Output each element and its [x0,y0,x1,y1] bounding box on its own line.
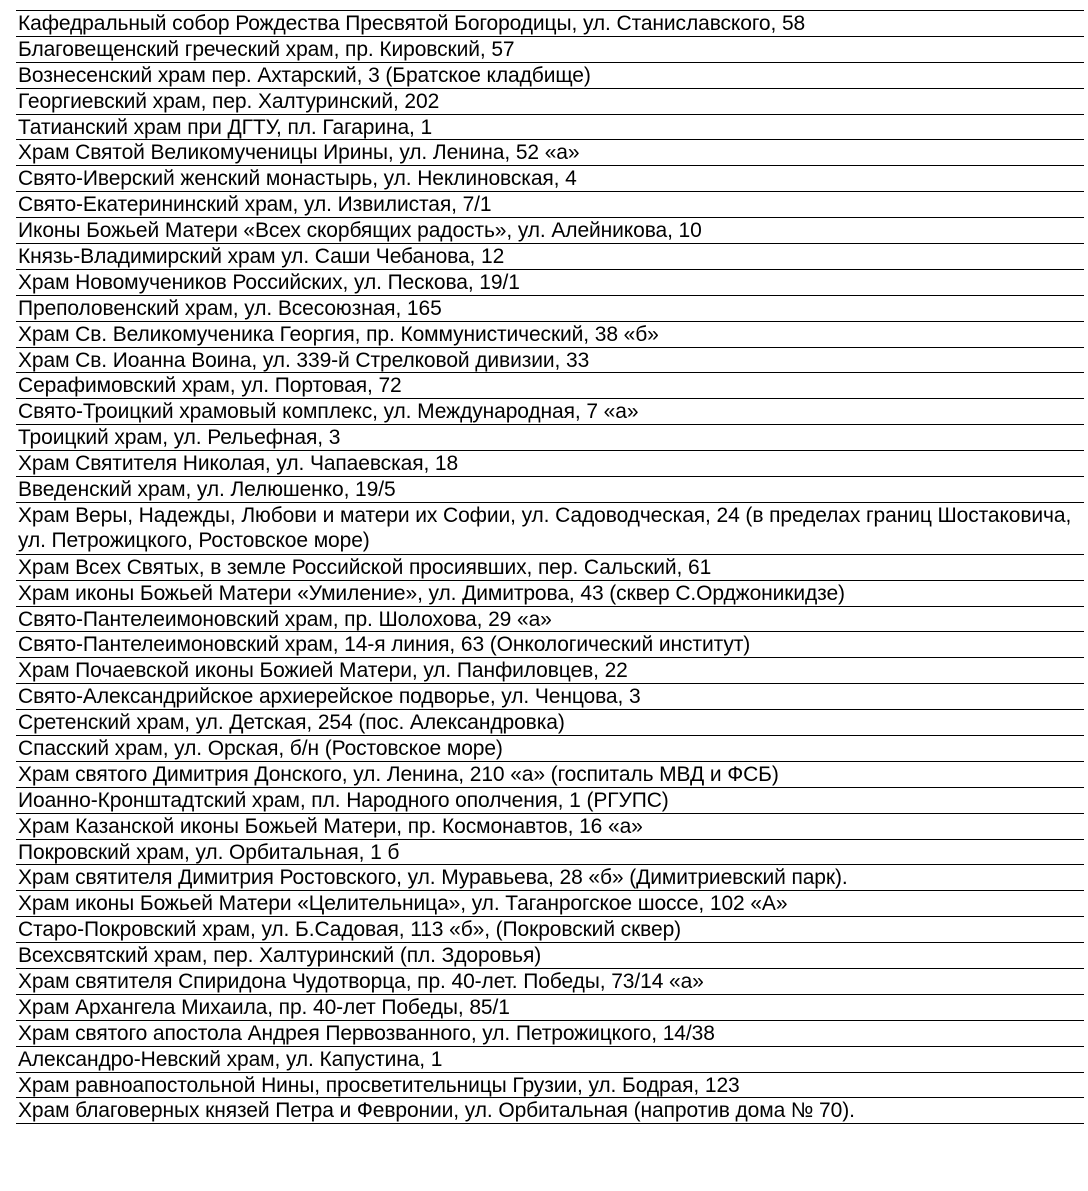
list-row [16,1073,1084,1099]
list-row [16,969,1084,995]
row-text: Храм равноапостольной Нины, просветительницы Грузии, ул. Бодрая, 123 [18,1073,740,1097]
list-row [16,348,1084,374]
row-text: Свято-Иверский женский монастырь, ул. Неклиновская, 4 [18,167,577,191]
row-text: Свято-Пантелеимоновский храм, 14-я линия, 63 (Онкологический институт) [18,633,751,657]
row-text: Храм Архангела Михаила, пр. 40-лет Победы, 85/1 [18,995,510,1019]
row-text: Храм Новомучеников Российских, ул. Пескова, 19/1 [18,270,520,294]
row-text: Александро-Невский храм, ул. Капустина, 1 [18,1047,443,1071]
row-text: Храм святителя Димитрия Ростовского, ул. Муравьева, 28 «б» (Димитриевский парк). [18,866,848,890]
list-row [16,865,1084,891]
row-text: Храм Всех Святых, в земле Российской просиявших, пер. Сальский, 61 [18,555,712,579]
list-row [16,891,1084,917]
list-row [16,11,1084,37]
row-text: Храм Веры, Надежды, Любови и матери их Софии, ул. Садоводческая, 24 (в пределах границ Шостаковича, ул. Петрожицкого, Ростовское море) [18,503,1072,552]
row-text: Преполовенский храм, ул. Всесоюзная, 165 [18,296,442,320]
list-row [16,399,1084,425]
row-text: Храм святого апостола Андрея Первозванного, ул. Петрожицкого, 14/38 [18,1021,715,1045]
list-row [16,684,1084,710]
row-text: Храм Святителя Николая, ул. Чапаевская, 18 [18,452,459,476]
row-text: Свято-Троицкий храмовый комплекс, ул. Международная, 7 «а» [18,400,639,424]
list-row [16,166,1084,192]
row-text: Свято-Екатерининский храм, ул. Извилистая, 7/1 [18,193,492,217]
list-row [16,762,1084,788]
list-row [16,270,1084,296]
list-row [16,1047,1084,1073]
list-row [16,710,1084,736]
row-text: Храм иконы Божьей Матери «Умиление», ул. Димитрова, 43 (сквер С.Орджоникидзе) [18,581,845,605]
row-text: Всехсвятский храм, пер. Халтуринский (пл. Здоровья) [18,944,542,968]
list-row [16,555,1084,581]
list-row [16,451,1084,477]
list-row [16,37,1084,63]
list-row [16,140,1084,166]
list-row [16,736,1084,762]
list-row [16,89,1084,115]
list-row [16,658,1084,684]
list-row [16,63,1084,89]
list-row [16,373,1084,399]
list-row [16,218,1084,244]
row-text: Спасский храм, ул. Орская, б/н (Ростовское море) [18,736,503,760]
list-row [16,788,1084,814]
row-text: Иконы Божьей Матери «Всех скорбящих радость», ул. Алейникова, 10 [18,219,702,243]
row-text: Свято-Александрийское архиерейское подворье, ул. Ченцова, 3 [18,685,641,709]
list-row [16,1021,1084,1047]
row-text: Храм Святой Великомученицы Ирины, ул. Ленина, 52 «а» [18,141,580,165]
list-row [16,322,1084,348]
row-text: Благовещенский греческий храм, пр. Кировский, 57 [18,37,515,61]
list-row [16,425,1084,451]
list-row [16,814,1084,840]
list-row [16,607,1084,633]
row-text: Иоанно-Кронштадтский храм, пл. Народного ополчения, 1 (РГУПС) [18,788,669,812]
row-text: Храм Казанской иконы Божьей Матери, пр. Космонавтов, 16 «а» [18,814,643,838]
row-text: Храм Почаевской иконы Божией Матери, ул. Панфиловцев, 22 [18,659,628,683]
row-text: Покровский храм, ул. Орбитальная, 1 б [18,840,400,864]
row-text: Введенский храм, ул. Лелюшенко, 19/5 [18,478,396,502]
list-row [16,503,1084,555]
list-row [16,296,1084,322]
list-row [16,477,1084,503]
row-text: Вознесенский храм пер. Ахтарский, 3 (Братское кладбище) [18,63,591,87]
list-row [16,115,1084,141]
list-row [16,244,1084,270]
list-row [16,943,1084,969]
list-row [16,840,1084,866]
church-address-list [16,10,1084,1124]
row-text: Храм иконы Божьей Матери «Целительница», ул. Таганрогское шоссе, 102 «А» [18,892,788,916]
row-text: Георгиевский храм, пер. Халтуринский, 202 [18,89,440,113]
list-row [16,192,1084,218]
row-text: Храм благоверных князей Петра и Февронии, ул. Орбитальная (напротив дома № 70). [18,1099,855,1123]
row-text: Храм святителя Спиридона Чудотворца, пр. 40-лет. Победы, 73/14 «а» [18,969,704,993]
row-text: Храм Св. Великомученика Георгия, пр. Коммунистический, 38 «б» [18,322,659,346]
row-text: Серафимовский храм, ул. Портовая, 72 [18,374,402,398]
row-text: Князь-Владимирский храм ул. Саши Чебанова, 12 [18,245,505,269]
list-row [16,632,1084,658]
row-text: Татианский храм при ДГТУ, пл. Гагарина, 1 [18,115,433,139]
row-text: Храм Св. Иоанна Воина, ул. 339-й Стрелковой дивизии, 33 [18,348,590,372]
row-text: Старо-Покровский храм, ул. Б.Садовая, 113 «б», (Покровский сквер) [18,918,682,942]
list-row [16,995,1084,1021]
list-row [16,917,1084,943]
row-text: Храм святого Димитрия Донского, ул. Ленина, 210 «а» (госпиталь МВД и ФСБ) [18,762,779,786]
list-row [16,1098,1084,1124]
row-text: Кафедральный собор Рождества Пресвятой Богородицы, ул. Станиславского, 58 [18,12,806,35]
row-text: Свято-Пантелеимоновский храм, пр. Шолохова, 29 «а» [18,607,552,631]
list-row [16,581,1084,607]
row-text: Троицкий храм, ул. Рельефная, 3 [18,426,341,450]
row-text: Сретенский храм, ул. Детская, 254 (пос. Александровка) [18,711,565,735]
